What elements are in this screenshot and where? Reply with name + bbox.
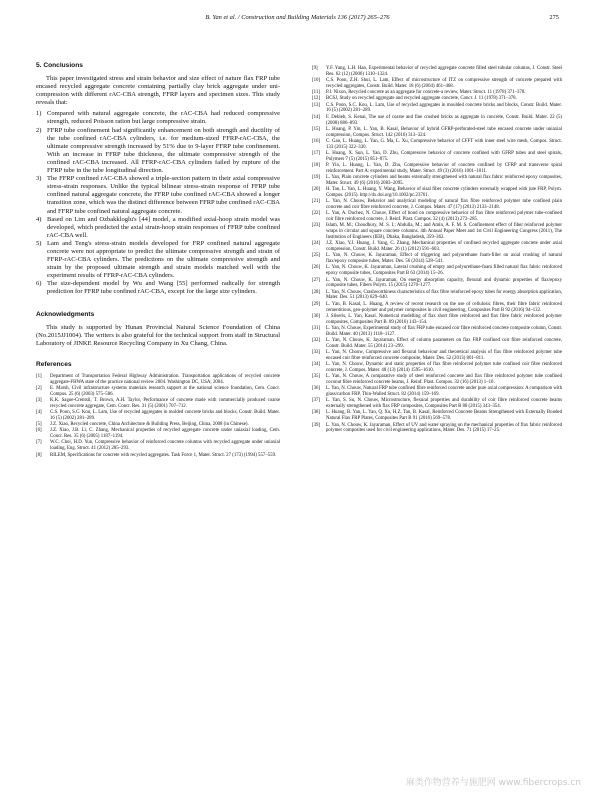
reference-item-number: [1] — [36, 373, 42, 379]
reference-item-number: [20] — [312, 187, 321, 193]
conclusion-item — [36, 127, 280, 176]
reference-item-number: [38] — [312, 410, 321, 416]
reference-item-text: L. Yan, A. Duchez, N. Chouw, Effect of bond on compressive behavior of flax fibre reinforced polymer tube-confined coir fibre reinforced concrete, J. Reinf. Plast. Compos. 32 (4) (2013) 273–285. — [326, 211, 562, 223]
reference-item — [36, 453, 280, 459]
reference-item-text: L. Huang, B. Yan, L. Yan, Q. Xu, H.Z. Tan, B. Kasal, Reinforced Concrete Beams Strengthened with Externally Bonded Natural Flax FRP Plates, Composites Part B 91 (2016) 569–578. — [326, 410, 562, 422]
reference-item-number: [5] — [36, 422, 42, 428]
reference-item-number: [12] — [312, 96, 321, 102]
reference-item-text: K.K. Sagoe-Crentsil, T. Brown, A.H. Taylor, Performance of concrete made with commercially produced coarse recycled concrete aggregate, Cem. Concr. Res. 31 (5) (2001) 707–712. — [50, 397, 280, 409]
reference-item — [312, 151, 562, 163]
conclusion-item-text: The FFRP confined rAC-CBA showed a triple-section pattern in their axial compressive stress-strain responses. Unlike the typical bilinear stress-strain response of FFRP tube confined natural aggregate concrete, the FFRP tube confined rAC-CBA showed a longer transition zone, which was the distinct difference between FFRP tube confined rAC-CBA and FFRP tube confined natural aggregate concrete. — [47, 175, 280, 215]
reference-item — [312, 302, 562, 314]
reference-item-text: L. Yan, N. Chouw, K. Jayaraman, Lateral crushing of empty and polyurethane-foam filled natural flax fabric reinforced epoxy composite tubes, Composites Part B 63 (2014) 15–26. — [326, 265, 562, 277]
reference-item-text: J. Sliseris, L. Yan, Kasal. Numerical modelling of flax short fibre reinforced and flax fibre fabric reinforced polymer composites, Composites Part B. 89 (2016) 143–154. — [326, 313, 562, 325]
conclusion-item-number: 3) — [36, 175, 42, 183]
conclusion-item — [36, 110, 280, 126]
reference-item-number: [18] — [312, 163, 321, 169]
reference-item — [36, 374, 280, 386]
conclusions-intro: This paper investigated stress and strain behavior and size effect of nature flax FRP tube encased recycled aggregate concrete containing partially clay brick aggregate under uni-compression with different rAC-CBA strength, FFRP layers and specimen sizes. This study reveals that: — [36, 75, 280, 107]
reference-item — [312, 326, 562, 338]
reference-item — [312, 66, 562, 78]
reference-item-text: C.S. Poon, S.C. Kou, L. Lam, Use of recycled aggregates in moulded concrete bricks and blocks, Constr. Build. Mater. 16 (5) (2002) 281–289. — [326, 102, 562, 114]
reference-item-text: L. Yan, N. Chouw, Crashworthiness characteristics of flax fibre reinforced epoxy tubes for energy absorption application, Mater. Des. 51 (2013) 629–640. — [326, 289, 562, 301]
reference-item — [312, 223, 562, 241]
reference-item-number: [25] — [312, 253, 321, 259]
reference-item-number: [31] — [312, 325, 321, 331]
reference-item-text: Department of Transportation Federal Highway Administration. Transportation applications of recycled concrete aggregate-FHWA state of the practice national review 2004. Washington DC, USA; 2004. — [50, 373, 280, 385]
reference-item-text: L. Yan, N. Chouw, Experimental study of flax FRP tube encased coir fibre reinforced concrete composite column, Constr. Build. Mater. 40 (2013) 1118–1127. — [326, 325, 562, 337]
reference-item-number: [24] — [312, 241, 321, 247]
reference-item-text: J.Z. Xiao, Recycled concrete, China Architecture & Building Press, Beijing, China, 2008 (in Chinese). — [50, 422, 249, 428]
reference-item-number: [32] — [312, 337, 321, 343]
references-heading: References — [36, 360, 72, 368]
reference-item-text: E. Marsh, Civil infrastructure systems materials research support at the national science foundation, Cem. Concr. Compos. 25 (6) (2003) 575–586. — [50, 385, 280, 397]
reference-item-text: Y.F. Yang, L.H. Han, Experimental behavior of recycled aggregate concrete filled steel tubular columns, J. Constr. Steel Res. 62 (12) (2006) 1310–1324. — [326, 66, 562, 77]
reference-item-text: L. Yan, N. Chouw, K. Jayaraman, Effect of triggering and polyurethane foam-filler on axial crushing of natural flax/epoxy composite tubes, Mater. Des. 56 (2014) 528–541. — [326, 253, 562, 265]
reference-item-number: [39] — [312, 422, 321, 428]
reference-item — [36, 440, 280, 452]
reference-item-text: J.Z. Xiao, J.B. Li, C. Zhang, Mechanical properties of recycled aggregate concrete under uniaxial loading, Cem. Concr. Res. 35 (6) (2005) 1187–1194. — [50, 428, 280, 440]
conclusion-item-text: FFRP tube confinement had significantly enhancement on both strength and ductility of the tube confined rAC-CBA cylinders, i.e. for medium-sized FFRP-rAC-CBA, the ultimate compressive strength increased by 51% due to 9-layer FFRP tube confinement. With an increase in FFRP tube thickness, the ultimate compressive strength of the confined rAC-CBA increased. All FFRP-rAC-CBA cylinders failed by rupture of the FFRP tube in the tube longitudinal direction. — [47, 126, 280, 175]
reference-item — [312, 78, 562, 90]
reference-item — [312, 115, 562, 127]
conclusion-item-number: 5) — [36, 239, 42, 247]
reference-item — [36, 422, 280, 428]
reference-item — [312, 127, 562, 139]
reference-item-text: L. Yan, N. Chouw, A comparative study of steel reinforced concrete and flax fibre reinforced polymer tube confined coconut fibre reinforced concrete beams, J. Reinf. Plast. Compos. 32 (16) (2013) 1–10. — [326, 374, 562, 386]
reference-item — [312, 410, 562, 422]
reference-item — [312, 187, 562, 199]
reference-item-text: W.C. Choi, H.D. Yun, Compressive behavior of reinforced concrete columns with recycled aggregate under uniaxial loading, Eng. Struct. 41 (2012) 285–293. — [50, 440, 280, 452]
reference-item — [312, 314, 562, 326]
conclusion-item-number: 4) — [36, 215, 42, 223]
reference-item-text: C.S. Poon, S.C. Kou, L. Lam, Use of recycled aggregates in molded concrete bricks and blocks, Constr. Build. Mater. 16 (5) (2002) 281–289. — [50, 410, 280, 421]
reference-item-text: Islam, M. M.; Choudhury, M. S. I.; Abdulla, M.; and Amin, A. F. M. S. Confinement effect of fiber reinforced polymer wraps in circular and square concrete columns. 4th Annual Paper Meet and 1st Civil Engineering Congress (2011), The Institution of Engineers (IEB), Dhaka, Bangladesh, 359–362. — [326, 223, 562, 241]
reference-item — [312, 350, 562, 362]
reference-item-number: [2] — [36, 385, 42, 391]
acknowledgments-heading: Acknowledgments — [36, 310, 95, 318]
reference-list-left — [36, 374, 280, 459]
reference-item-text: L. Yan, Plain concrete cylinders and beams externally strengthened with natural flax fabric reinforced epoxy composites, Mater. Struct. 49 (6) (2016) 2083–2095. — [326, 175, 562, 186]
reference-item-number: [14] — [312, 114, 321, 120]
reference-item-number: [33] — [312, 350, 321, 356]
reference-item-number: [15] — [312, 126, 321, 132]
reference-item — [312, 96, 562, 102]
reference-item — [312, 199, 562, 211]
page-number: 275 — [549, 14, 559, 21]
reference-item — [312, 241, 562, 253]
conclusion-item-text: Based on Lim and Ozbakkloglu's [44] model, a modified axial-hoop strain model was developed, which predicted the axial strain-hoop strain responses of FFRP tube confined rAC-CBA well. — [47, 215, 280, 239]
reference-item-number: [23] — [312, 223, 321, 229]
reference-item-text: L. Huang, P. Yin, L. Yan, B. Kasal, Behavior of hybrid GFRP-perforated-steel tube encased concrete under uniaxial compression, Compos. Struct. 142 (2016) 313–324. — [326, 126, 562, 138]
conclusion-item — [36, 175, 280, 215]
reference-item — [312, 103, 562, 115]
reference-item-number: [9] — [312, 66, 318, 71]
reference-item-number: [17] — [312, 150, 321, 156]
reference-item-number: [34] — [312, 362, 321, 368]
conclusion-item — [36, 280, 280, 296]
reference-item — [312, 163, 562, 175]
reference-item — [312, 253, 562, 265]
reference-item-number: [30] — [312, 313, 321, 319]
running-header — [36, 14, 559, 26]
reference-list-right — [312, 66, 562, 434]
reference-item — [312, 278, 562, 290]
reference-item-text: P.J. Nixon, Recycled concrete as an aggregate for concrete-a review, Mater. Struct. 11 (1978) 371–378. — [326, 90, 526, 96]
reference-item-text: C.S. Poon, Z.H. Shui, L. Lam, Effect of microstructure of ITZ on compressive strength of concrete prepared with recycled aggregates, Constr. Build. Mater. 18 (6) (2004) 461–468. — [326, 78, 562, 89]
reference-item-text: BCSJ, Study on recycled aggregate and recycled aggregate concrete, Concr. J. 11 (1978) 371–378. — [326, 96, 517, 102]
reference-item-text: H. Tan, L. Yan, L. Huang, Y. Wang, Behavior of sisal fiber concrete cylinders externally wrapped with jute FRP, Polym. Compos. (2015). http://dx.doi.org/10.1002/pc.23761. — [326, 187, 562, 199]
reference-item-number: [22] — [312, 211, 321, 217]
reference-item-number: [11] — [312, 90, 320, 96]
reference-item — [312, 175, 562, 187]
reference-item-number: [28] — [312, 289, 321, 295]
reference-item — [36, 398, 280, 410]
conclusions-list — [36, 110, 280, 296]
reference-item-number: [8] — [36, 452, 42, 458]
conclusion-item — [36, 216, 280, 240]
reference-item-text: C. Gao, L. Huang, L. Yan, G. Ma, L. Xu, Compressive behavior of CFFT with inner steel wire mesh, Compos. Struct. 133 (2015) 322–330. — [326, 138, 562, 150]
watermark: 麻类作物营养与施肥网 www.fibercrops.cn — [405, 778, 581, 788]
reference-item — [36, 428, 280, 440]
reference-item-text: L. Huang, X. Sun, L. Yan, D. Zhu, Compressive behavior of concrete confined with GFRP tubes and steel spirals, Polymers 7 (5) (2015) 851–875. — [326, 150, 562, 162]
reference-item — [312, 362, 562, 374]
conclusion-item-number: 6) — [36, 280, 42, 288]
reference-item — [36, 386, 280, 398]
right-column — [312, 66, 562, 435]
reference-item-number: [7] — [36, 440, 42, 446]
conclusions-heading: 5. Conclusions — [36, 62, 83, 69]
reference-item-number: [6] — [36, 428, 42, 434]
reference-item — [312, 338, 562, 350]
reference-item-number: [21] — [312, 199, 321, 205]
reference-item — [312, 398, 562, 410]
reference-item-text: J.Z. Xiao, Y.J. Huang, J. Yang, C. Zhang, Mechanical properties of confined recycled aggregate concrete under axial compression, Constr. Build. Mater. 26 (1) (2012) 591–603. — [326, 241, 562, 253]
conclusion-item-number: 1) — [36, 110, 42, 118]
reference-item-text: P. Yin, L. Huang, L. Yan, D. Zhu, Compressive behavior of concrete confined by CFRP and transverse spiral reinforcement. Part A: experimental study, Mater. Struct. 49 (3) (2016) 1001–1011. — [326, 163, 562, 174]
reference-item-number: [29] — [312, 301, 321, 307]
reference-item-text: L. Yan, N. Chouw, Natural FRP tube confined fibre reinforced concrete under pure axial compression: A comparison with glass/carbon FRP, Thin-Walled Struct. 82 (2014) 159–169. — [326, 386, 562, 398]
reference-item-number: [16] — [312, 138, 321, 144]
conclusion-item-text: The size-dependent model by Wu and Wang [55] performed radically for strength prediction for FFRP tube confined rAC-CBA, except for the large size cylinders. — [47, 280, 280, 296]
reference-item — [36, 410, 280, 422]
reference-item-text: L. Yan, N. Chouw, Behavior and analytical modeling of natural flax fibre reinforced polymer tube confined plain concrete and coir fibre reinforced concrete, J. Compos. Mater. 47 (17) (2013) 2133–2148. — [326, 199, 562, 211]
left-column — [36, 62, 280, 459]
reference-item-text: L. Yan, N. Chouw, K. Jayaraman, On energy absorption capacity, flexural and dynamic properties of flax/epoxy composite tubes, Fibers Polym. 15 (2015) 1270–1277. — [326, 277, 562, 289]
reference-item-number: [35] — [312, 374, 321, 380]
reference-item — [312, 265, 562, 277]
reference-item-text: L. Yan, N. Chouw, Dynamic and static properties of flax fibre reinforced polymer tube confined coir fibre reinforced concrete, J. Compos. Mater. 48 (13) (2014) 1595–1610. — [326, 362, 562, 373]
reference-item-number: [27] — [312, 277, 321, 283]
reference-item-text: L. Yan, N. Chouw, K. Jayaraman, Effect of UV and water spraying on the mechanical properties of flax fabric reinforced polymer composites used for civil engineering applications, Mater. Des. 71 (2015) 17–25. — [326, 422, 562, 434]
journal-citation: B. Yan et al. / Construction and Building Materials 136 (2017) 265–276 — [205, 14, 390, 21]
reference-item-number: [19] — [312, 175, 321, 181]
conclusion-item-text: Lam and Teng's stress-strain models developed for FRP confined natural aggregate concrete were not appropriate to predict the ultimate compressive strength and strain of FFRP-rAC-CBA cylinders. The predictions on the ultimate compressive strength and strain by the proposed ultimate strength and strain models matched well with the experiment results of FFRP-rAC-CBA cylinders. — [47, 239, 280, 280]
conclusion-item-number: 2) — [36, 126, 42, 134]
reference-item-text: L. Yan, N. Chouw, Compressive and flexural behaviour and theoretical analysis of flax fibre reinforced polymer tube encased coir fibre reinforced concrete composite, Mater. Des. 52 (2013) 801–811. — [326, 350, 562, 361]
reference-item — [312, 139, 562, 151]
reference-item — [312, 290, 562, 302]
reference-item-number: [10] — [312, 78, 321, 84]
reference-item-number: [26] — [312, 265, 321, 271]
reference-item — [312, 423, 562, 435]
reference-item-number: [36] — [312, 386, 321, 392]
reference-item-text: L. Yan, N. Chouw, K. Jayaraman, Effect of column parameters on flax FRP confined coir fibre reinforced concrete, Constr. Build. Mater. 55 (2014) 23–299. — [326, 337, 562, 349]
reference-item — [312, 374, 562, 386]
reference-item-number: [3] — [36, 397, 42, 403]
acknowledgments-text: This study is supported by Hunan Provincial Natural Science Foundation of China (No.2015JJ1004). The writers is also grateful for the technical support from staff in Structural Laboratory of JINKE Resource Recycling Company in Xu Chang, China. — [36, 323, 280, 347]
conclusion-item — [36, 240, 280, 280]
reference-item-text: L. Yan, B. Kasal, L. Huang, A review of recent research on the use of cellulosic fibres, their fibre fabric reinforced cementitious, geo-polymer and polymer composites in civil engineering, Composites Part B 92 (2016) 94–132. — [326, 301, 562, 313]
reference-item — [312, 386, 562, 398]
reference-item-text: L. Yan, S. Su, N. Chouw, Microstructure, flexural properties and durability of coir fibre reinforced concrete beams externally strengthened with flax FRP composites, Composites Part B 80 (2015) 343–354. — [326, 398, 562, 410]
conclusion-item-text: Compared with natural aggregate concrete, the rAC-CBA had reduced compressive strength, reduced Poisson ration but large compressive strain. — [47, 110, 280, 126]
reference-item-number: [37] — [312, 398, 321, 404]
reference-item-text: F. Debieb, S. Kenai, The use of coarse and fine crushed bricks as aggregate in concrete, Constr. Build. Mater. 22 (5) (2008) 886–893. — [326, 114, 562, 126]
reference-item-text: RILEM, Specifications for concrete with recycled aggregates. Task Force 1, Mater. Struct. 27 (173) (1994) 557–559. — [50, 452, 277, 458]
reference-item-number: [13] — [312, 102, 321, 108]
reference-item — [312, 211, 562, 223]
reference-item — [312, 90, 562, 96]
reference-item-number: [4] — [36, 410, 42, 416]
